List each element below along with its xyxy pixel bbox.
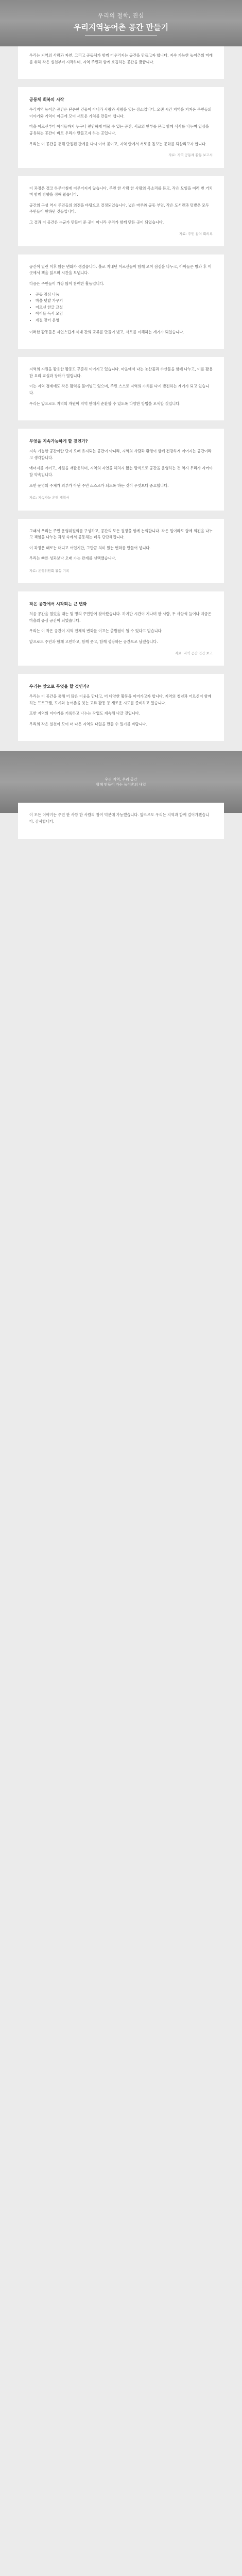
section-title: 공동체 회복의 시작 <box>29 97 64 103</box>
paragraph: 공간이 열린 이후 많은 변화가 생겼습니다. 홀로 지내던 어르신들이 함께 모여 점심을 나누고, 아이들은 방과 후 이곳에서 책을 읽으며 시간을 보냅니다. <box>29 264 212 276</box>
hero-underline <box>85 35 157 36</box>
section-card-3 <box>18 357 224 420</box>
section-card-1 <box>18 176 224 246</box>
source-caption: 자료: 지속가능 운영 계획서 <box>29 496 70 500</box>
section-title: 무엇을 지속가능하게 할 것인가? <box>29 439 88 444</box>
source-caption: 자료: 지역 공동체 활동 보고서 <box>168 153 213 158</box>
hero-kicker: 우리의 철학, 진심 <box>98 12 144 19</box>
section-title: 우리는 앞으로 무엇을 할 것인가? <box>29 684 90 689</box>
section-card-0 <box>18 87 224 167</box>
paragraph: 우리는 앞으로도 지역의 자원이 지역 안에서 순환할 수 있도록 다양한 방법을 모색할 것입니다. <box>29 401 181 406</box>
paragraph: 그래서 우리는 주민 운영위원회를 구성하고, 공간의 모든 결정을 함께 논의합니다. 작은 일이라도 함께 의견을 나누고 책임을 나누는 과정 속에서 공동체는 더욱 단단해집니다. <box>29 528 213 540</box>
paragraph: 이러한 활동들은 자연스럽게 세대 간의 교류를 만들어 냈고, 서로를 이해하는 계기가 되었습니다. <box>29 329 184 334</box>
footer-line: 함께 만들어 가는 농어촌의 내일 <box>96 783 146 787</box>
closing-text: 이 모든 이야기는 주민 한 사람 한 사람의 참여 덕분에 가능했습니다. 앞으로도 우리는 지역과 함께 걸어가겠습니다. 감사합니다. <box>29 812 210 824</box>
list-item: • 어르신 한글 교실 <box>36 304 213 311</box>
hero-banner <box>0 0 242 46</box>
intro-text: 우리는 지역의 사람과 자연, 그리고 공동체가 함께 어우러지는 공간을 만들고자 합니다. 지속 가능한 농어촌의 미래를 위해 작은 실천부터 시작하며, 지역 주민과 함께 호흡하는 공간을 꿈꿉니다. <box>29 53 213 64</box>
paragraph: 우리는 이 공간을 통해 더 많은 이웃을 만나고, 더 다양한 활동을 이어가고자 합니다. 지역의 청년과 어르신이 함께하는 프로그램, 도시와 농어촌을 잇는 교류 활동 등 새로운 시도를 준비하고 있습니다. <box>29 694 212 705</box>
list-item: • 아이들 독서 모임 <box>36 311 213 317</box>
hero-title: 우리지역농어촌 공간 만들기 <box>73 22 169 32</box>
paragraph: 이는 지역 경제에도 작은 활력을 불어넣고 있으며, 주민 스스로 지역의 가치를 다시 발견하는 계기가 되고 있습니다. <box>29 384 210 395</box>
paragraph: 또한 지역의 이야기를 기록하고 나누는 작업도 계속해 나갈 것입니다. <box>29 711 140 716</box>
source-caption: 자료: 운영위원회 활동 기록 <box>29 568 70 573</box>
section-card-7 <box>18 674 224 741</box>
paragraph: 처음 공간을 열었을 때는 몇 명의 주민만이 찾아왔습니다. 하지만 시간이 지나며 한 사람, 두 사람씩 늘어나 지금은 마을의 중심 공간이 되었습니다. <box>29 612 212 623</box>
paragraph: 지속 가능한 공간이란 단지 오래 유지되는 공간이 아니라, 지역의 사람과 환경이 함께 건강하게 이어지는 공간이라고 생각합니다. <box>29 449 212 460</box>
list-item: • 공동 점심 나눔 <box>36 292 213 298</box>
list-item: • 마을 텃밭 가꾸기 <box>36 298 213 304</box>
paragraph: 공간의 구성 역시 주민들의 의견을 바탕으로 결정되었습니다. 넓은 마루와 공동 부엌, 작은 도서관과 텃밭은 모두 주민들이 원하던 것들입니다. <box>29 202 210 214</box>
paragraph: 마을 어르신부터 아이들까지 누구나 편안하게 머물 수 있는 공간, 서로의 안부를 묻고 함께 식사를 나누며 일상을 공유하는 공간이 바로 우리가 만들고자 하는 곳입니다. <box>29 124 210 135</box>
activity-list <box>29 292 213 324</box>
paragraph: 이 과정은 때로는 더디고 어렵지만, 그만큼 의미 있는 변화를 만들어 냅니다. <box>29 545 151 550</box>
paragraph: 지역의 자원을 활용한 활동도 꾸준히 이어지고 있습니다. 마을에서 나는 농산물과 수산물을 함께 나누고, 이를 활용한 요리 교실과 장터가 열립니다. <box>29 367 213 378</box>
source-caption: 자료: 주민 참여 회의록 <box>179 231 213 236</box>
paragraph: 우리는 이 공간을 통해 단절된 관계를 다시 이어 붙이고, 지역 안에서 서로를 돌보는 문화를 되살리고자 합니다. <box>29 141 207 146</box>
list-item: • 계절 장터 운영 <box>36 317 213 324</box>
paragraph: 에너지를 아끼고, 자원을 재활용하며, 지역의 자연을 해치지 않는 방식으로 공간을 운영하는 것 역시 우리가 지켜야 할 약속입니다. <box>29 466 213 477</box>
section-title: 작은 공간에서 시작되는 큰 변화 <box>29 602 87 607</box>
section-card-4 <box>18 429 224 510</box>
section-card-6 <box>18 591 224 666</box>
paragraph: 또한 운영의 주체가 외부가 아닌 주민 스스로가 되도록 하는 것이 무엇보다 중요합니다. <box>29 483 169 488</box>
closing-card <box>18 803 224 838</box>
paragraph: 이 과정은 결코 하루아침에 이루어지지 않습니다. 주민 한 사람 한 사람의 목소리를 듣고, 작은 모임을 여러 번 거치며 함께 방향을 정해 왔습니다. <box>29 185 213 197</box>
source-caption: 자료: 지역 공간 연간 보고 <box>175 651 213 655</box>
paragraph: 우리는 빠른 성과보다 오래 가는 관계를 선택했습니다. <box>29 556 116 561</box>
paragraph: 우리의 작은 실천이 모여 더 나은 지역의 내일을 만들 수 있기를 바랍니다. <box>29 721 147 726</box>
section-card-2 <box>18 255 224 349</box>
footer-line: 우리 지역, 우리 공간 <box>105 777 137 782</box>
paragraph: 우리는 이 작은 공간이 지역 전체의 변화를 이끄는 출발점이 될 수 있다고 믿습니다. <box>29 629 163 634</box>
paragraph: 그 결과 이 공간은 누군가 만들어 준 곳이 아니라 우리가 함께 만든 곳이 되었습니다. <box>29 219 164 225</box>
paragraph: 다음은 주민들이 가장 많이 참여한 활동입니다. <box>29 281 105 286</box>
intro-card <box>18 43 224 79</box>
paragraph: 우리지역 농어촌 공간은 단순한 건물이 아니라 사람과 사람을 잇는 장소입니다. 오랜 시간 지역을 지켜온 주민들의 이야기와 기억이 이곳에 모여 새로운 가치를 만들어 냅니다. <box>29 107 212 118</box>
section-card-5 <box>18 519 224 584</box>
paragraph: 앞으로도 주민과 함께 고민하고, 함께 웃고, 함께 성장하는 공간으로 남겠습니다. <box>29 639 158 645</box>
